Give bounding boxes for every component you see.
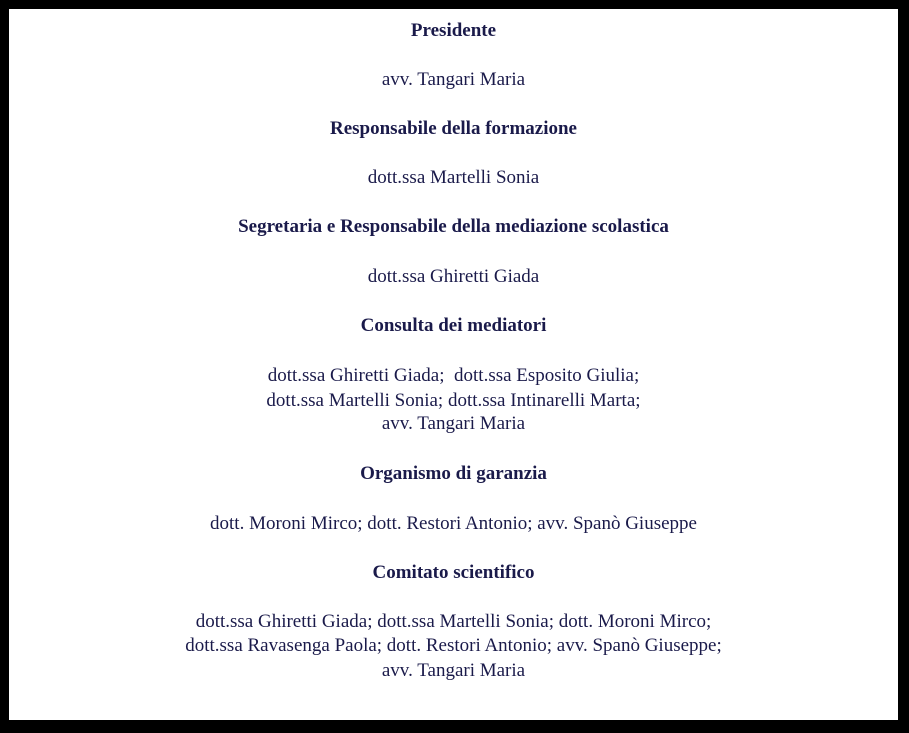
- document-page: [9, 9, 898, 720]
- section-heading-segretaria: Segretaria e Responsabile della mediazione scolastica: [238, 216, 669, 237]
- section-line: dott.ssa Ghiretti Giada; dott.ssa Esposito Giulia;: [267, 365, 640, 386]
- section-line: avv. Tangari Maria: [381, 413, 526, 434]
- section-line: dott.ssa Ghiretti Giada; dott.ssa Martelli Sonia; dott. Moroni Mirco;: [195, 611, 712, 632]
- section-heading-presidente: Presidente: [410, 20, 497, 41]
- section-line: avv. Tangari Maria: [381, 69, 526, 90]
- section-line: avv. Tangari Maria: [381, 660, 526, 681]
- section-heading-garanzia: Organismo di garanzia: [360, 463, 547, 484]
- section-line: dott.ssa Ghiretti Giada: [367, 266, 540, 287]
- section-heading-formazione: Responsabile della formazione: [330, 118, 577, 139]
- section-line: dott. Moroni Mirco; dott. Restori Antonio; avv. Spanò Giuseppe: [210, 513, 697, 534]
- section-heading-comitato: Comitato scientifico: [372, 562, 535, 583]
- section-heading-consulta: Consulta dei mediatori: [360, 315, 547, 336]
- section-line: dott.ssa Ravasenga Paola; dott. Restori Antonio; avv. Spanò Giuseppe;: [185, 635, 722, 656]
- section-line: dott.ssa Martelli Sonia; dott.ssa Intinarelli Marta;: [266, 390, 641, 411]
- section-line: dott.ssa Martelli Sonia: [367, 167, 540, 188]
